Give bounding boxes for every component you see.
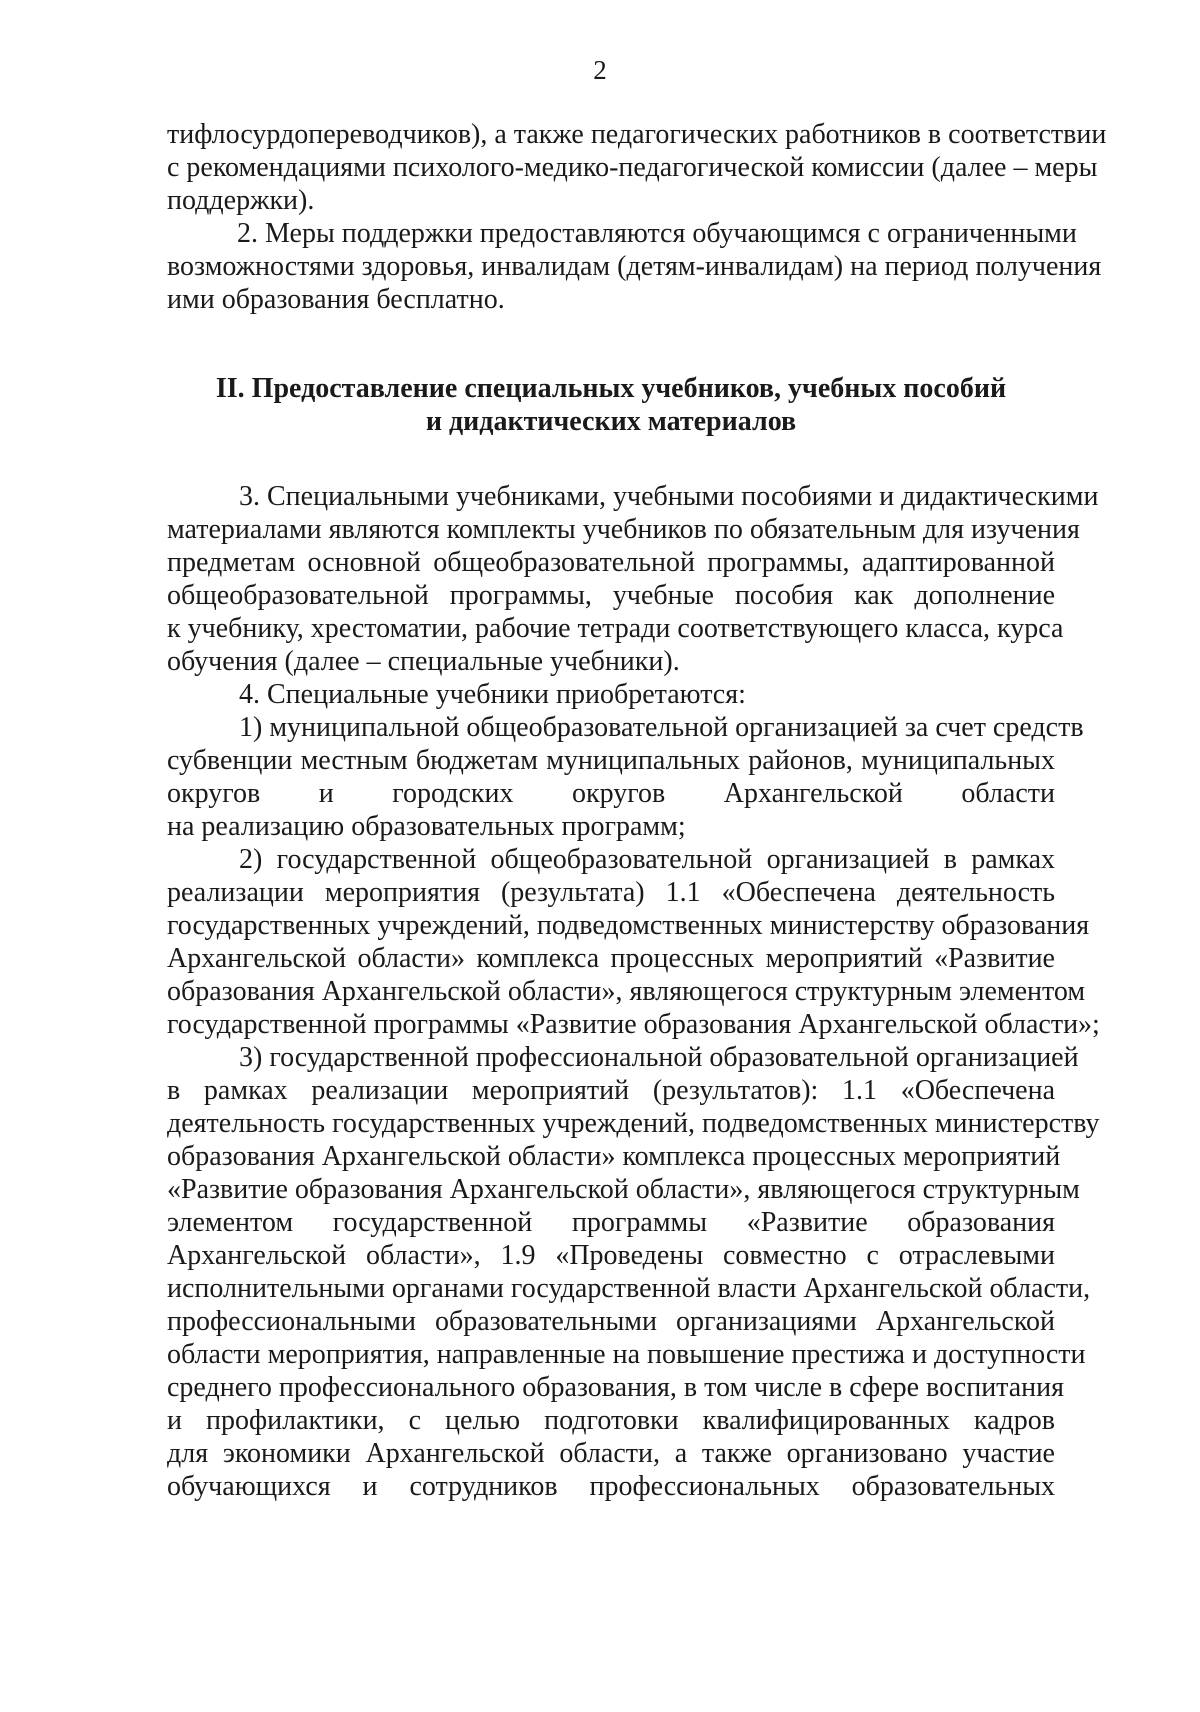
text-line: элементом государственной программы «Развитие образования [167, 1207, 1055, 1238]
section-heading-line: и дидактических материалов [425, 406, 797, 437]
text-line: Архангельской области» комплекса процессных мероприятий «Развитие [167, 943, 1055, 974]
text-line: исполнительными органами государственной власти Архангельской области, [167, 1273, 1091, 1304]
text-line: области мероприятия, направленные на повышение престижа и доступности [167, 1339, 1086, 1370]
text-line: на реализацию образовательных программ; [167, 811, 686, 842]
text-line: к учебнику, хрестоматии, рабочие тетради соответствующего класса, курса [167, 613, 1064, 644]
text-line: материалами являются комплекты учебников по обязательным для изучения [167, 514, 1080, 545]
section-body [167, 480, 1100, 1503]
text-line: для экономики Архангельской области, а также организовано участие [167, 1438, 1055, 1469]
text-line: субвенции местным бюджетам муниципальных районов, муниципальных [167, 745, 1055, 776]
text-line: обучения (далее – специальные учебники). [167, 646, 680, 677]
intro-paragraphs [167, 118, 1107, 316]
text-line: 4. Специальные учебники приобретаются: [239, 679, 746, 710]
text-line: профессиональными образовательными организациями Архангельской [167, 1306, 1055, 1337]
text-line: тифлосурдопереводчиков), а также педагогических работников в соответствии [167, 119, 1107, 150]
text-line: общеобразовательной программы, учебные пособия как дополнение [167, 580, 1055, 611]
text-line: 2) государственной общеобразовательной организацией в рамках [239, 844, 1055, 875]
text-line: 3) государственной профессиональной образовательной организацией [239, 1042, 1079, 1073]
text-line: деятельность государственных учреждений, подведомственных министерству [167, 1108, 1100, 1139]
text-line: возможностями здоровья, инвалидам (детям-инвалидам) на период получения [167, 251, 1102, 282]
text-line: ими образования бесплатно. [167, 284, 505, 315]
text-line: 2. Меры поддержки предоставляются обучающимся с ограниченными [237, 218, 1077, 249]
text-line: среднего профессионального образования, в том числе в сфере воспитания [167, 1372, 1065, 1403]
section-heading [167, 372, 1055, 438]
text-line: предметам основной общеобразовательной программы, адаптированной [167, 547, 1055, 578]
text-line: государственных учреждений, подведомственных министерству образования [167, 910, 1090, 941]
text-line: и профилактики, с целью подготовки квалифицированных кадров [167, 1405, 1055, 1436]
text-line: с рекомендациями психолого-медико-педагогической комиссии (далее – меры [167, 152, 1098, 183]
text-line: «Развитие образования Архангельской области», являющегося структурным [167, 1174, 1080, 1205]
text-line: Архангельской области», 1.9 «Проведены совместно с отраслевыми [167, 1240, 1055, 1271]
text-line: образования Архангельской области» комплекса процессных мероприятий [167, 1141, 1061, 1172]
text-line: 3. Специальными учебниками, учебными пособиями и дидактическими [239, 481, 1099, 512]
text-line: реализации мероприятия (результата) 1.1 «Обеспечена деятельность [167, 877, 1055, 908]
text-line: округов и городских округов Архангельской области [167, 778, 1055, 809]
text-line: в рамках реализации мероприятий (результатов): 1.1 «Обеспечена [167, 1075, 1055, 1106]
page-number: 2 [593, 55, 607, 85]
section-heading-line: II. Предоставление специальных учебников, учебных пособий [215, 373, 1007, 404]
text-line: государственной программы «Развитие образования Архангельской области»; [167, 1009, 1100, 1040]
text-line: образования Архангельской области», являющегося структурным элементом [167, 976, 1086, 1007]
text-line: поддержки). [167, 185, 315, 216]
text-line: 1) муниципальной общеобразовательной организацией за счет средств [239, 712, 1084, 743]
text-line: обучающихся и сотрудников профессиональных образовательных [167, 1471, 1055, 1502]
